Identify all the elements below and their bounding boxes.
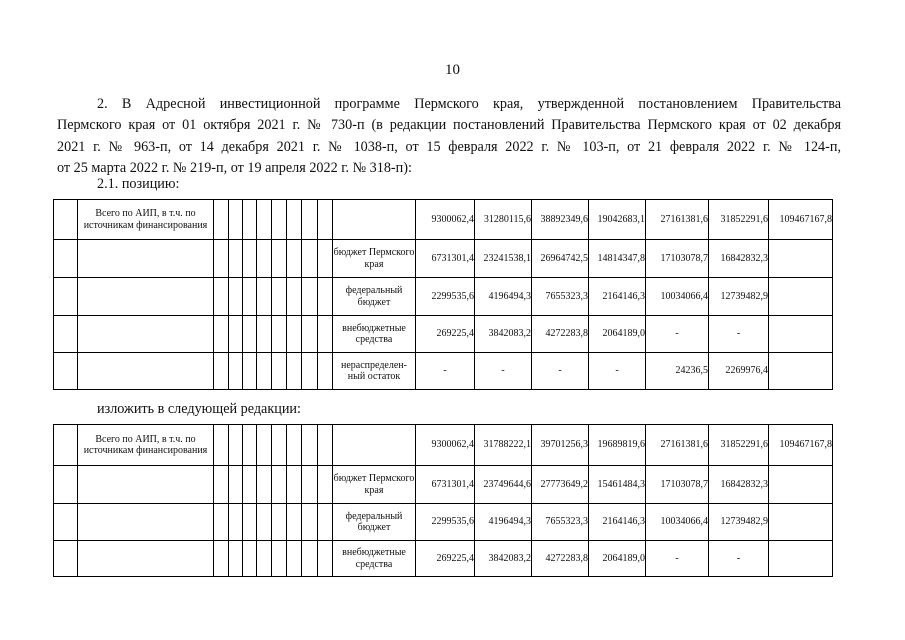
empty-cell [272,353,287,390]
empty-cell [214,240,229,278]
empty-cell [333,200,416,240]
table-old-position [53,199,833,390]
value-cell: 27161381,6 [646,425,709,466]
empty-cell [214,316,229,353]
value-cell: 17103078,7 [646,240,709,278]
value-cell: 269225,4 [416,316,475,353]
paragraph-line: 2021 г. № 963-п, от 14 декабря 2021 г. № 1038-п, от 15 февраля 2022 г. № 103-п, от 21 февраля 2022 г. № 124-п, [57,138,841,155]
empty-cell [214,504,229,541]
empty-cell [243,278,257,316]
empty-cell [257,278,272,316]
value-cell: 7655323,3 [532,504,589,541]
empty-cell [257,425,272,466]
empty-cell [78,541,214,577]
empty-cell [54,200,78,240]
value-cell: 7655323,3 [532,278,589,316]
value-cell: 6731301,4 [416,240,475,278]
empty-cell [318,425,333,466]
funding-source-label: федеральный бюджет [333,278,416,316]
empty-cell [287,200,302,240]
value-cell: 12739482,9 [709,278,769,316]
funding-source-label: бюджет Пермского края [333,240,416,278]
value-cell: 16842832,3 [709,240,769,278]
value-cell: 2164146,3 [589,504,646,541]
empty-cell [78,240,214,278]
empty-cell [302,541,318,577]
empty-cell [214,541,229,577]
value-cell: 19042683,1 [589,200,646,240]
empty-cell [257,353,272,390]
empty-cell [214,278,229,316]
value-cell: 4196494,3 [475,504,532,541]
table-row [54,240,833,278]
value-cell: 31280115,6 [475,200,532,240]
empty-cell [287,316,302,353]
empty-cell [318,200,333,240]
table-row [54,504,833,541]
empty-cell [257,504,272,541]
value-cell: - [709,541,769,577]
value-cell: - [475,353,532,390]
empty-cell [272,200,287,240]
paragraph-line: от 25 марта 2022 г. № 219-п, от 19 апреля 2022 г. № 318-п): [57,159,412,176]
empty-cell [302,240,318,278]
empty-cell [214,425,229,466]
subheading: 2.1. позицию: [97,176,180,192]
empty-cell [272,541,287,577]
empty-cell [78,278,214,316]
funding-source-label: нераспределен-ный остаток [333,353,416,390]
value-cell: 14814347,8 [589,240,646,278]
empty-cell [243,353,257,390]
empty-cell [333,425,416,466]
empty-cell [302,425,318,466]
empty-cell [287,278,302,316]
total-label: Всего по АИП, в т.ч. по источникам финансирования [78,200,214,240]
value-cell: 269225,4 [416,541,475,577]
value-cell: 39701256,3 [532,425,589,466]
empty-cell [78,504,214,541]
empty-cell [272,316,287,353]
empty-cell [318,504,333,541]
value-cell: 4272283,8 [532,316,589,353]
value-cell: 27773649,2 [532,466,589,504]
value-cell [769,353,833,390]
value-cell: 2299535,6 [416,278,475,316]
empty-cell [229,466,243,504]
funding-source-label: внебюджетные средства [333,541,416,577]
value-cell: 4272283,8 [532,541,589,577]
value-cell: 2164146,3 [589,278,646,316]
total-row [54,425,833,466]
empty-cell [257,316,272,353]
value-cell: 12739482,9 [709,504,769,541]
value-cell: - [646,541,709,577]
empty-cell [302,316,318,353]
empty-cell [229,541,243,577]
value-cell: 2299535,6 [416,504,475,541]
total-label: Всего по АИП, в т.ч. по источникам финансирования [78,425,214,466]
empty-cell [214,466,229,504]
value-cell: 109467167,8 [769,200,833,240]
value-cell [769,240,833,278]
empty-cell [54,353,78,390]
empty-cell [214,353,229,390]
table-new-position [53,424,833,577]
value-cell: 17103078,7 [646,466,709,504]
value-cell [769,278,833,316]
table-row [54,316,833,353]
empty-cell [287,425,302,466]
empty-cell [257,466,272,504]
empty-cell [229,200,243,240]
value-cell: 10034066,4 [646,504,709,541]
empty-cell [318,541,333,577]
table-row [54,541,833,577]
empty-cell [243,541,257,577]
value-cell: 3842083,2 [475,541,532,577]
empty-cell [272,240,287,278]
empty-cell [243,316,257,353]
empty-cell [214,200,229,240]
empty-cell [54,240,78,278]
empty-cell [257,200,272,240]
empty-cell [243,504,257,541]
empty-cell [229,504,243,541]
value-cell: 23241538,1 [475,240,532,278]
empty-cell [318,316,333,353]
value-cell: 38892349,6 [532,200,589,240]
value-cell: 2064189,0 [589,316,646,353]
value-cell: 3842083,2 [475,316,532,353]
empty-cell [229,278,243,316]
value-cell: 2269976,4 [709,353,769,390]
amendment-paragraph [57,94,841,179]
total-row [54,200,833,240]
value-cell: 6731301,4 [416,466,475,504]
empty-cell [302,200,318,240]
value-cell: - [532,353,589,390]
empty-cell [257,541,272,577]
empty-cell [302,353,318,390]
value-cell: 24236,5 [646,353,709,390]
table-row [54,466,833,504]
value-cell [769,316,833,353]
empty-cell [318,240,333,278]
value-cell: - [589,353,646,390]
empty-cell [318,466,333,504]
value-cell: 109467167,8 [769,425,833,466]
empty-cell [287,466,302,504]
empty-cell [257,240,272,278]
value-cell: - [416,353,475,390]
empty-cell [272,425,287,466]
empty-cell [302,278,318,316]
empty-cell [243,466,257,504]
value-cell: 2064189,0 [589,541,646,577]
table-row [54,278,833,316]
value-cell: 9300062,4 [416,200,475,240]
empty-cell [272,278,287,316]
empty-cell [287,541,302,577]
empty-cell [318,353,333,390]
empty-cell [78,316,214,353]
empty-cell [318,278,333,316]
value-cell: - [709,316,769,353]
empty-cell [272,466,287,504]
paragraph-line: 2. В Адресной инвестиционной программе Пермского края, утвержденной постановлением Правительства [97,96,841,112]
page-number: 10 [445,62,460,78]
value-cell: 31788222,1 [475,425,532,466]
funding-source-label: бюджет Пермского края [333,466,416,504]
empty-cell [243,240,257,278]
empty-cell [54,278,78,316]
empty-cell [78,466,214,504]
empty-cell [287,504,302,541]
empty-cell [302,504,318,541]
funding-source-label: федеральный бюджет [333,504,416,541]
empty-cell [54,316,78,353]
value-cell: 9300062,4 [416,425,475,466]
value-cell: - [646,316,709,353]
empty-cell [54,425,78,466]
value-cell [769,466,833,504]
value-cell: 4196494,3 [475,278,532,316]
empty-cell [272,504,287,541]
value-cell: 10034066,4 [646,278,709,316]
replace-phrase: изложить в следующей редакции: [97,401,301,417]
value-cell: 31852291,6 [709,200,769,240]
empty-cell [78,353,214,390]
empty-cell [229,316,243,353]
value-cell: 23749644,6 [475,466,532,504]
empty-cell [229,240,243,278]
empty-cell [54,504,78,541]
value-cell: 31852291,6 [709,425,769,466]
empty-cell [54,541,78,577]
empty-cell [287,240,302,278]
empty-cell [229,425,243,466]
value-cell [769,541,833,577]
paragraph-line: Пермского края от 01 октября 2021 г. № 730-п (в редакции постановлений Правительства Пермского края от 02 декабря [57,117,841,134]
value-cell: 27161381,6 [646,200,709,240]
table-row [54,353,833,390]
value-cell [769,504,833,541]
value-cell: 26964742,5 [532,240,589,278]
empty-cell [287,353,302,390]
empty-cell [302,466,318,504]
value-cell: 15461484,3 [589,466,646,504]
empty-cell [243,200,257,240]
value-cell: 19689819,6 [589,425,646,466]
empty-cell [229,353,243,390]
funding-source-label: внебюджетные средства [333,316,416,353]
empty-cell [54,466,78,504]
empty-cell [243,425,257,466]
value-cell: 16842832,3 [709,466,769,504]
